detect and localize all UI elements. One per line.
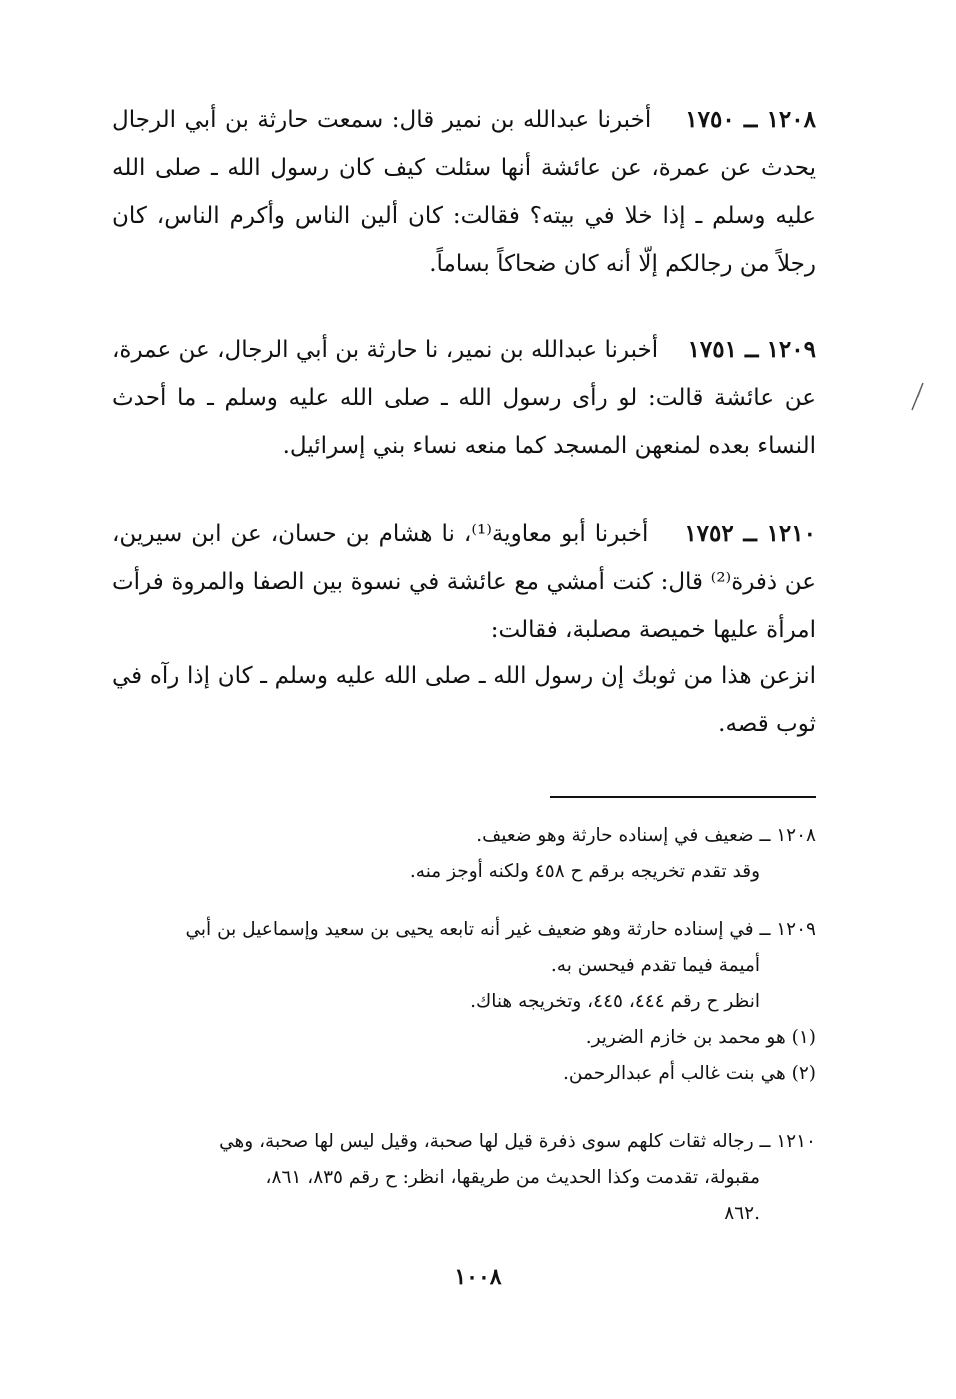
margin-pen-mark [906,380,928,414]
footnote-2: (٢) هي بنت غالب أم عبدالرحمن. [563,1063,816,1084]
hadith-number: ١٢١٠ ــ ١٧٥٢ [684,520,816,547]
note-line: أميمة فيما تقدم فيحسن به. [550,955,760,976]
hadith-1208 [112,96,816,288]
note-line: .٨٦٢ [724,1203,760,1224]
footnote-separator [550,796,816,798]
note-head: ١٢٠٩ ــ في إسناده حارثة وهو ضعيف غير أنه تابعه يحيى بن سعيد وإسماعيل بن أبي [185,919,816,940]
hadith-1210 [112,510,816,654]
page-number: ١٠٠٨ [454,1264,502,1290]
note-1209 [112,912,816,1092]
note-head: ١٢١٠ ــ رجاله ثقات كلهم سوى ذفرة قيل لها صحبة، وقيل ليس لها صحبة، وهي [219,1131,816,1152]
footnote-1: (١) هو محمد بن خازم الضرير. [585,1027,816,1048]
note-line: وقد تقدم تخريجه برقم ح ٤٥٨ ولكنه أوجز منه. [409,861,760,882]
hadith-1210-quote [112,652,816,748]
note-1210 [112,1124,816,1232]
hadith-1209 [112,326,816,470]
note-line: مقبولة، تقدمت وكذا الحديث من طريقها، انظر: ح رقم ٨٣٥، ٨٦١، [265,1167,760,1188]
hadith-number: ١٢٠٨ ــ ١٧٥٠ [685,106,816,133]
hadith-number: ١٢٠٩ ــ ١٧٥١ [687,336,816,363]
note-head: ١٢٠٨ ــ ضعيف في إسناده حارثة وهو ضعيف. [476,825,816,846]
note-1208 [112,818,816,890]
hadith-quote-text: انزعن هذا من ثوبك إن رسول الله ـ صلى الله عليه وسلم ـ كان إذا رآه في ثوب قصه. [112,663,816,737]
note-line: انظر ح رقم ٤٤٤، ٤٤٥، وتخريجه هناك. [470,991,760,1012]
hadith-text: أخبرنا عبدالله بن نمير، نا حارثة بن أبي الرجال، عن عمرة، عن عائشة قالت: لو رأى رسول الله ـ صلى الله عليه وسلم ـ ما أحدث النساء بعده لمنعهن المسجد كما منعه نساء بني إسرائيل. [112,337,816,459]
hadith-text: أخبرنا عبدالله بن نمير قال: سمعت حارثة بن أبي الرجال يحدث عن عمرة، عن عائشة أنها سئلت كيف كان رسول الله ـ صلى الله عليه وسلم ـ إذا خلا في بيته؟ فقالت: كان ألين الناس وأكرم الناس، كان رجلاً من رجالكم إلّا أنه كان ضحاكاً بساماً. [112,107,816,277]
hadith-text: أخبرنا أبو معاوية⁽¹⁾، نا هشام بن حسان، عن ابن سيرين، عن ذفرة⁽²⁾ قال: كنت أمشي مع عائشة في نسوة بين الصفا والمروة فرأت امرأة عليها خميصة مصلبة، فقالت: [112,521,817,643]
